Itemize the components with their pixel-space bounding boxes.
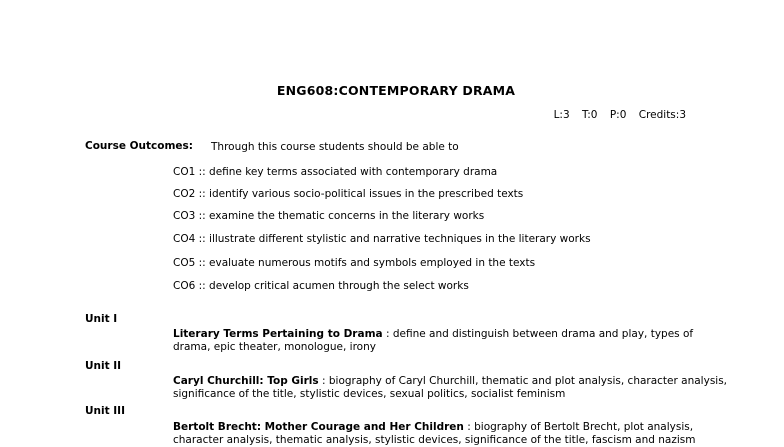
- unit-3-label: Unit III: [85, 405, 125, 417]
- unit-1-content: [173, 328, 733, 354]
- course-outcomes-heading: Course Outcomes:: [85, 140, 193, 152]
- unit-3-topic: Bertolt Brecht: Mother Courage and Her Children: [173, 421, 464, 433]
- lecture-hours: L:3: [553, 109, 570, 121]
- course-outcome-1: CO1 :: define key terms associated with contemporary drama: [173, 166, 498, 178]
- unit-1-separator: :: [382, 328, 393, 340]
- credits-line: [545, 109, 686, 121]
- credit-count: Credits:3: [638, 109, 686, 121]
- course-outcome-5: CO5 :: evaluate numerous motifs and symbols employed in the texts: [173, 257, 536, 269]
- course-title: ENG608:CONTEMPORARY DRAMA: [276, 83, 516, 98]
- practical-hours: P:0: [609, 109, 627, 121]
- course-outcome-2: CO2 :: identify various socio-political issues in the prescribed texts: [173, 188, 524, 200]
- unit-2-label: Unit II: [85, 360, 122, 372]
- unit-1-topic: Literary Terms Pertaining to Drama: [173, 328, 383, 340]
- tutorial-hours: T:0: [582, 109, 598, 121]
- unit-3-separator: :: [463, 421, 475, 433]
- unit-3-content: [173, 421, 733, 447]
- unit-2-separator: :: [318, 375, 329, 387]
- unit-2-content: [173, 375, 733, 401]
- unit-1-description: define and distinguish between drama and play, types of drama, epic theater, monologue, irony: [173, 328, 694, 353]
- unit-3-description: biography of Bertolt Brecht, plot analysis, character analysis, thematic analysis, stylistic devices, significance of the title, fascism and nazism: [173, 421, 696, 446]
- course-outcome-6: CO6 :: develop critical acumen through the select works: [173, 280, 469, 292]
- unit-2-description: biography of Caryl Churchill, thematic and plot analysis, character analysis, significance of the title, stylistic devices, sexual politics, socialist feminism: [173, 375, 728, 400]
- course-outcomes-intro: Through this course students should be able to: [211, 141, 459, 153]
- course-outcome-4: CO4 :: illustrate different stylistic and narrative techniques in the literary works: [173, 233, 591, 245]
- course-outcome-3: CO3 :: examine the thematic concerns in the literary works: [173, 210, 485, 222]
- unit-2-topic: Caryl Churchill: Top Girls: [173, 375, 319, 387]
- unit-1-label: Unit I: [85, 313, 118, 325]
